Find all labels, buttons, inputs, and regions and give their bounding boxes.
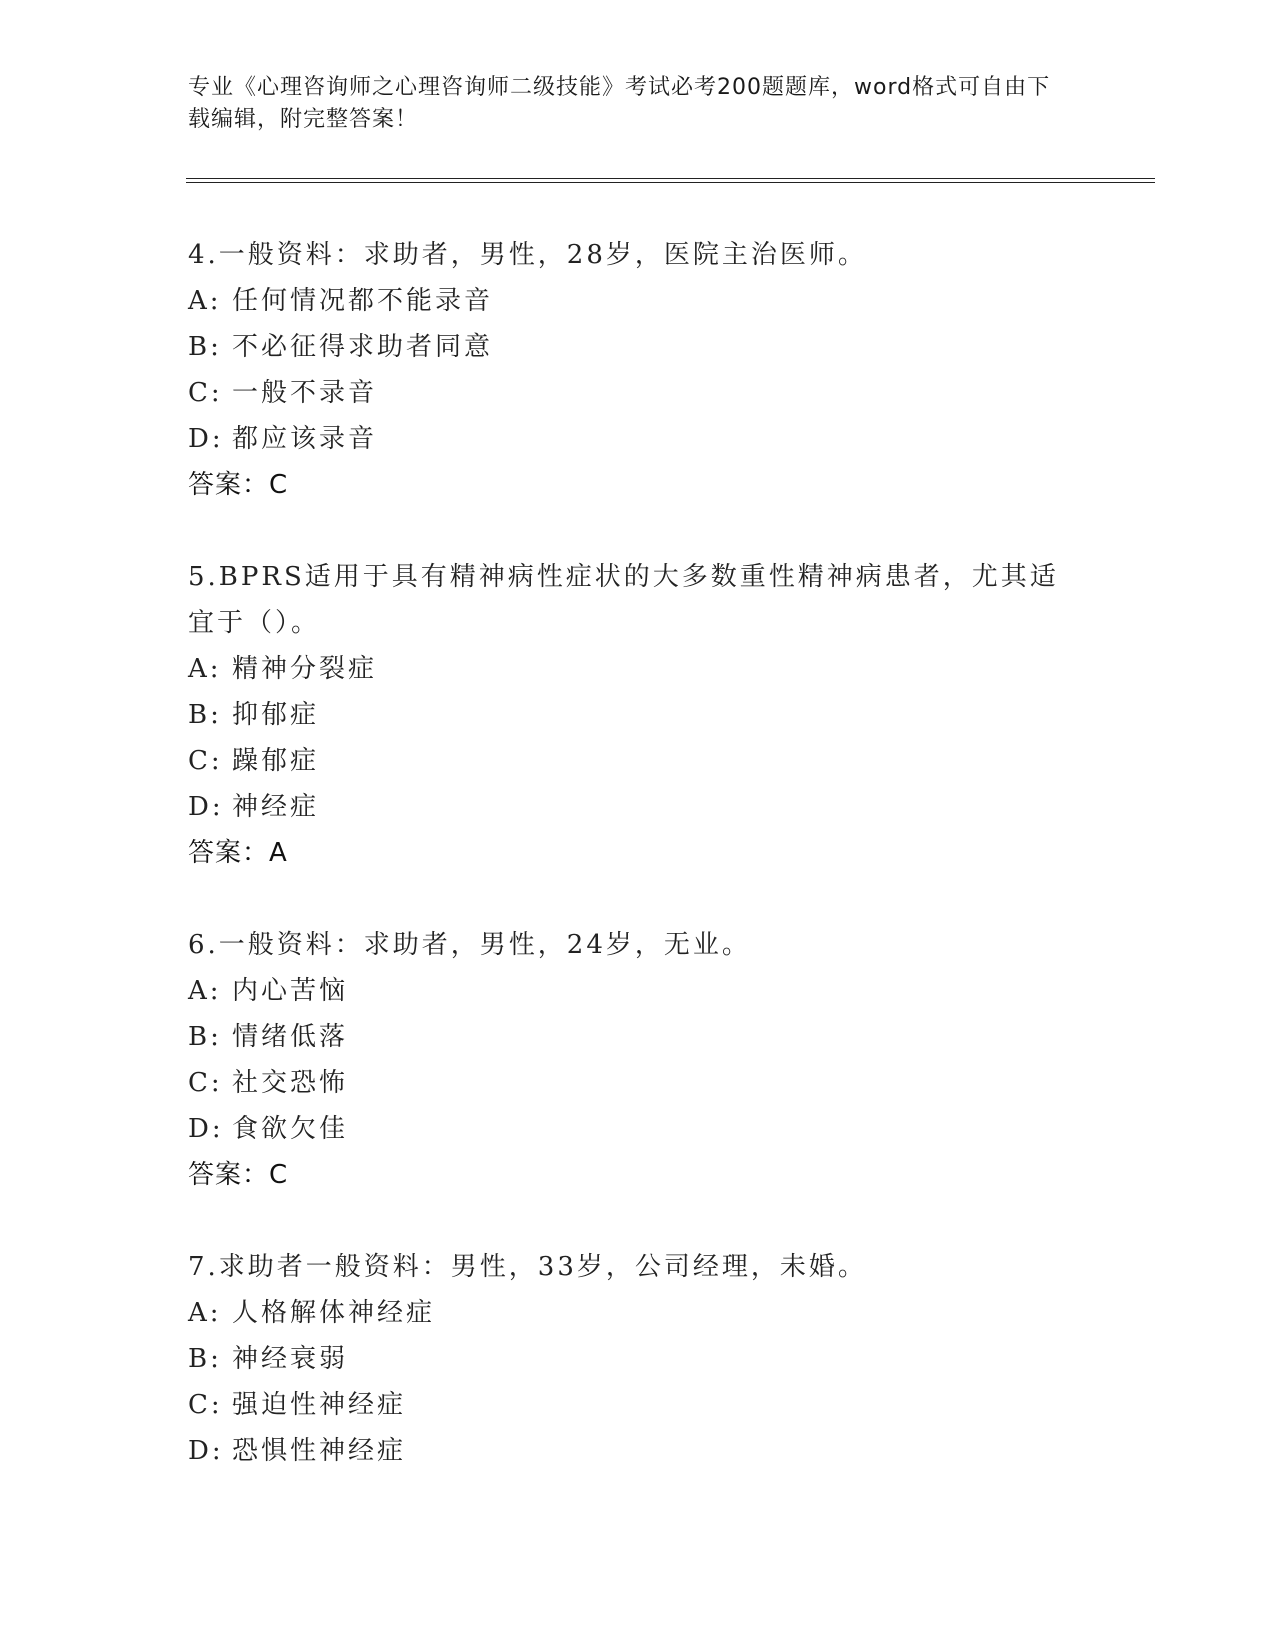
option-text: 强迫性神经症 [232,1390,407,1420]
answer-line: 答案：C [188,1160,289,1190]
option-text: 躁郁症 [232,746,320,776]
question-stem: 7.求助者一般资料：男性，33岁，公司经理，未婚。 [188,1252,867,1282]
option-text: 情绪低落 [232,1022,349,1052]
option-text: 食欲欠佳 [232,1114,349,1144]
question-list [188,232,1068,1520]
option-letter: B: [188,1022,222,1052]
option-letter: C: [188,746,223,776]
answer-line: 答案：C [188,470,289,500]
option-letter: C: [188,1390,223,1420]
option-text: 内心苦恼 [232,976,349,1006]
option-letter: A: [188,1298,222,1328]
option-d [188,1428,1068,1474]
question-5 [188,554,1068,876]
option-d [188,416,1068,462]
option-c [188,370,1068,416]
option-text: 社交恐怖 [232,1068,349,1098]
option-a [188,968,1068,1014]
option-letter: B: [188,1344,222,1374]
option-b [188,692,1068,738]
option-text: 任何情况都不能录音 [232,286,494,316]
option-text: 都应该录音 [232,424,378,454]
option-letter: C: [188,1068,223,1098]
option-a [188,278,1068,324]
option-letter: D: [188,424,224,454]
question-stem: 4.一般资料：求助者，男性，28岁，医院主治医师。 [188,240,867,270]
option-text: 抑郁症 [232,700,320,730]
option-c [188,738,1068,784]
option-letter: D: [188,1436,224,1466]
option-letter: B: [188,332,222,362]
option-b [188,1014,1068,1060]
option-text: 精神分裂症 [232,654,378,684]
option-c [188,1382,1068,1428]
question-6 [188,922,1068,1198]
document-header: 专业《心理咨询师之心理咨询师二级技能》考试必考200题题库，word格式可自由下载编辑，附完整答案！ [188,75,1051,132]
option-letter: B: [188,700,222,730]
option-text: 神经症 [232,792,320,822]
option-c [188,1060,1068,1106]
header-divider [186,178,1155,183]
option-text: 人格解体神经症 [232,1298,436,1328]
question-4 [188,232,1068,508]
question-stem: 5.BPRS适用于具有精神病性症状的大多数重性精神病患者，尤其适宜于（）。 [188,562,1059,638]
option-text: 不必征得求助者同意 [232,332,494,362]
option-letter: D: [188,1114,224,1144]
answer-line: 答案：A [188,838,288,868]
question-stem: 6.一般资料：求助者，男性，24岁，无业。 [188,930,751,960]
option-text: 神经衰弱 [232,1344,349,1374]
option-letter: A: [188,286,222,316]
option-d [188,1106,1068,1152]
option-letter: A: [188,976,222,1006]
option-a [188,1290,1068,1336]
option-b [188,1336,1068,1382]
option-text: 恐惧性神经症 [232,1436,407,1466]
option-letter: D: [188,792,224,822]
option-letter: A: [188,654,222,684]
option-letter: C: [188,378,223,408]
question-7 [188,1244,1068,1474]
option-a [188,646,1068,692]
option-text: 一般不录音 [232,378,378,408]
option-b [188,324,1068,370]
option-d [188,784,1068,830]
